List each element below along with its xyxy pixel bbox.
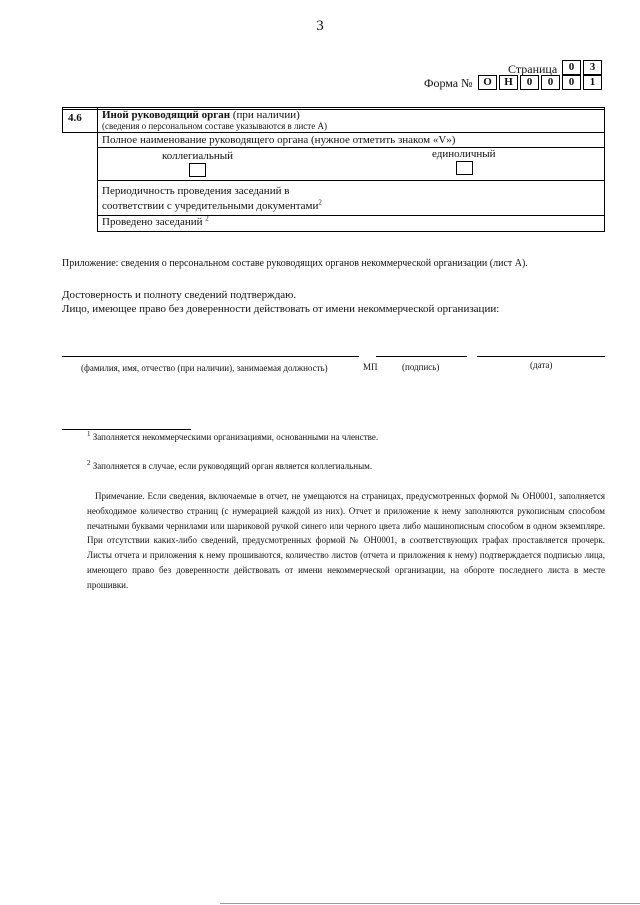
periodicity-footnote-mark: 2: [318, 198, 322, 207]
signature-caption: (подпись): [402, 362, 440, 372]
authorized-person-text: Лицо, имеющее право без доверенности действовать от имени некоммерческой организации:: [62, 303, 500, 315]
option-collegial-label: коллегиальный: [162, 150, 234, 162]
periodicity-line-2: [102, 200, 322, 212]
section-title: [102, 109, 300, 121]
collegial-checkbox[interactable]: [189, 163, 206, 177]
page-number: 3: [316, 18, 324, 34]
name-line: [62, 356, 359, 357]
meetings-label: [102, 216, 209, 228]
mp-label: МП: [363, 362, 378, 372]
page-digit-2: 3: [583, 60, 602, 75]
form-digit-6: 1: [583, 75, 602, 90]
footnote-1: [87, 432, 378, 442]
signature-line: [376, 356, 467, 357]
periodicity-text: соответствии с учредительными документами: [102, 200, 319, 212]
periodicity-line-1: Периодичность проведения заседаний в: [102, 185, 290, 197]
option-sole-label: единоличный: [432, 148, 496, 160]
meetings-text: Проведено заседаний: [102, 216, 203, 228]
page-label: Страница: [508, 62, 558, 76]
meetings-footnote-mark: 2: [205, 214, 209, 223]
form-digit-1: О: [478, 75, 497, 90]
appendix-text: Приложение: сведения о персональном составе руководящих органов некоммерческой организации (лист А).: [62, 258, 528, 269]
date-caption: (дата): [530, 360, 553, 370]
date-line: [477, 356, 605, 357]
footnote-2-text: Заполняется в случае, если руководящий орган является коллегиальным.: [92, 461, 373, 471]
footnote-2-mark: 2: [87, 459, 91, 467]
section-title-suffix: (при наличии): [230, 109, 300, 121]
form-digit-4: 0: [541, 75, 560, 90]
form-label: Форма №: [424, 76, 473, 90]
bottom-edge: [220, 903, 640, 904]
section-title-main: Иной руководящий орган: [102, 109, 231, 121]
footnote-1-text: Заполняется некоммерческими организациями, основанными на членстве.: [92, 432, 379, 442]
full-name-label: Полное наименование руководящего органа (нужное отметить знаком «V»): [102, 134, 456, 146]
section-number: 4.6: [68, 112, 82, 124]
form-digit-3: 0: [520, 75, 539, 90]
footnote-separator: [62, 429, 191, 430]
form-digit-5: 0: [562, 75, 581, 90]
sole-checkbox[interactable]: [456, 161, 473, 175]
page-digit-1: 0: [562, 60, 581, 75]
footnote-2: [87, 461, 372, 471]
name-caption: (фамилия, имя, отчество (при наличии), занимаемая должность): [81, 363, 328, 373]
confirm-text: Достоверность и полноту сведений подтверждаю.: [62, 289, 297, 301]
section-subtitle: (сведения о персональном составе указываются в листе А): [102, 121, 327, 131]
footnote-1-mark: 1: [87, 430, 91, 438]
note-paragraph: Примечание. Если сведения, включаемые в отчет, не умещаются на страницах, предусмотренных формой № ОН0001, заполняется необходимое количество страниц (с нумерацией каждой из них). Отчет и приложение к нему заполняются рукописным способом печатными буквами чернилами или шариковой ручкой синего или черного цвета либо машинописным способом в одном экземпляре. При отсутствии каких-либо сведений, предусмотренных формой № ОН0001, в соответствующих графах проставляется прочерк. Листы отчета и приложения к нему прошиваются, количество листов (отчета и приложения к нему) подтверждается подписью лица, имеющего право без доверенности действовать от имени некоммерческой организации, на обороте последнего листа в месте прошивки.: [87, 491, 605, 590]
form-digit-2: Н: [499, 75, 518, 90]
